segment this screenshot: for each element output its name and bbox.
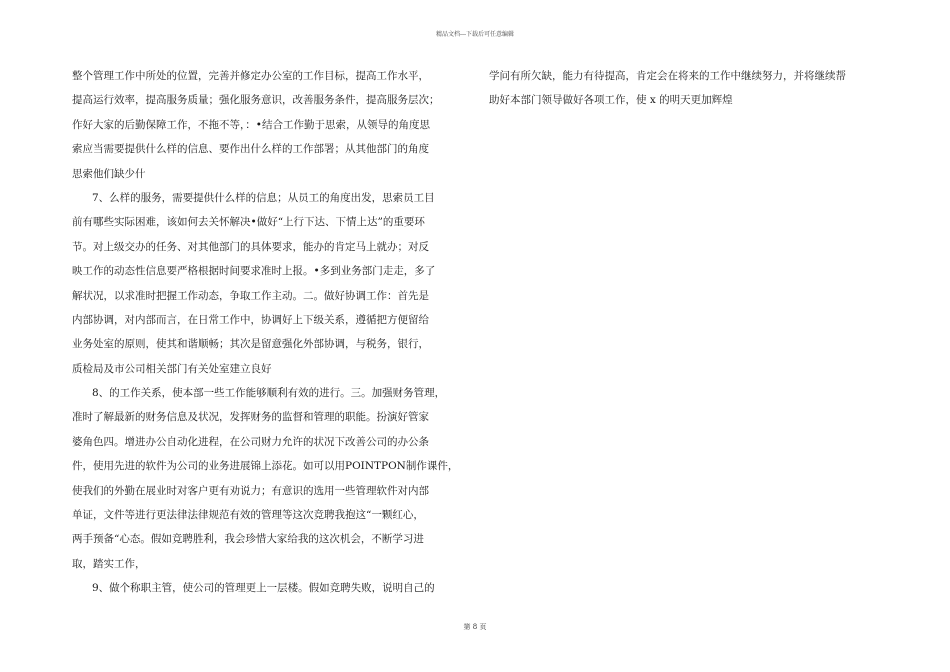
text-line: 助好本部门领导做好各项工作，使 x 的明天更加辉煌	[489, 94, 733, 107]
text-line: 准时了解最新的财务信息及状况，发挥财务的监督和管理的职能。扮演好管家	[72, 411, 429, 424]
text-line: 使我们的外勤在展业时对客户更有劝说力；有意识的选用一些管理软件对内部	[72, 484, 429, 497]
text-line: 7、么样的服务，需要提供什么样的信息；从员工的角度出发，思索员工目	[92, 191, 435, 204]
text-line: 整个管理工作中所处的位置，完善并修定办公室的工作目标，提高工作水平，	[72, 70, 429, 82]
text-line: 学问有所欠缺，能力有待提高，肯定会在将来的工作中继续努力，并将继续帮	[489, 70, 846, 82]
text-line: 提高运行效率，提高服务质量；强化服务意识，改善服务条件，提高服务层次；	[72, 94, 440, 107]
text-line: 取，踏实工作，	[72, 557, 146, 570]
text-line: 解状况，以求准时把握工作动态，争取工作主动。二。做好协调工作：首先是	[72, 289, 429, 302]
page-header: 精品文档---下载后可任意编辑	[435, 31, 515, 38]
page-number: 第 8 页	[463, 623, 487, 631]
text-line: 作好大家的后勤保障工作，不拖不等，：•结合工作勤于思索，从领导的角度思	[72, 118, 430, 131]
text-line: 两手预备“心态。假如竞聘胜利，我会珍惜大家给我的这次机会，不断学习进	[72, 533, 424, 546]
text-line: 业务处室的原则，使其和谐顺畅；其次是留意强化外部协调，与税务，银行，	[72, 338, 429, 351]
text-line: 9、做个称职主管，使公司的管理更上一层楼。假如竞聘失败，说明自己的	[92, 582, 435, 595]
text-line: 婆角色四。增进办公自动化进程，在公司财力允许的状况下改善公司的办公条	[72, 435, 429, 448]
text-line: 节。对上级交办的任务、对其他部门的具体要求，能办的肯定马上就办；对反	[72, 240, 429, 253]
text-line: 单证，文件等进行更法律法律规范有效的管理等这次竞聘我抱这“一颗红心，	[72, 509, 424, 522]
text-line: 件，使用先进的软件为公司的业务进展锦上添花。如可以用POINTPON制作课件，	[72, 460, 459, 473]
text-line: 前有哪些实际困难，该如何去关怀解决•做好“上行下达、下情上达”的重要环	[72, 216, 425, 229]
text-line: 内部协调，对内部而言，在日常工作中，协调好上下级关系，遵循把方便留给	[72, 313, 429, 326]
text-line: 8、的工作关系，使本部一些工作能够顺利有效的进行。三。加强财务管理，	[92, 387, 446, 400]
text-line: 索应当需要提供什么样的信息、要作出什么样的工作部署；从其他部门的角度	[72, 143, 429, 156]
text-line: 质检局及市公司相关部门有关处室建立良好	[72, 362, 272, 375]
left-text-column	[72, 64, 472, 601]
text-line: 映工作的动态性信息要严格根据时间要求准时上报。•多到业务部门走走，多了	[72, 265, 436, 278]
text-line: 思索他们缺少什	[72, 167, 146, 180]
right-text-column	[489, 64, 889, 113]
